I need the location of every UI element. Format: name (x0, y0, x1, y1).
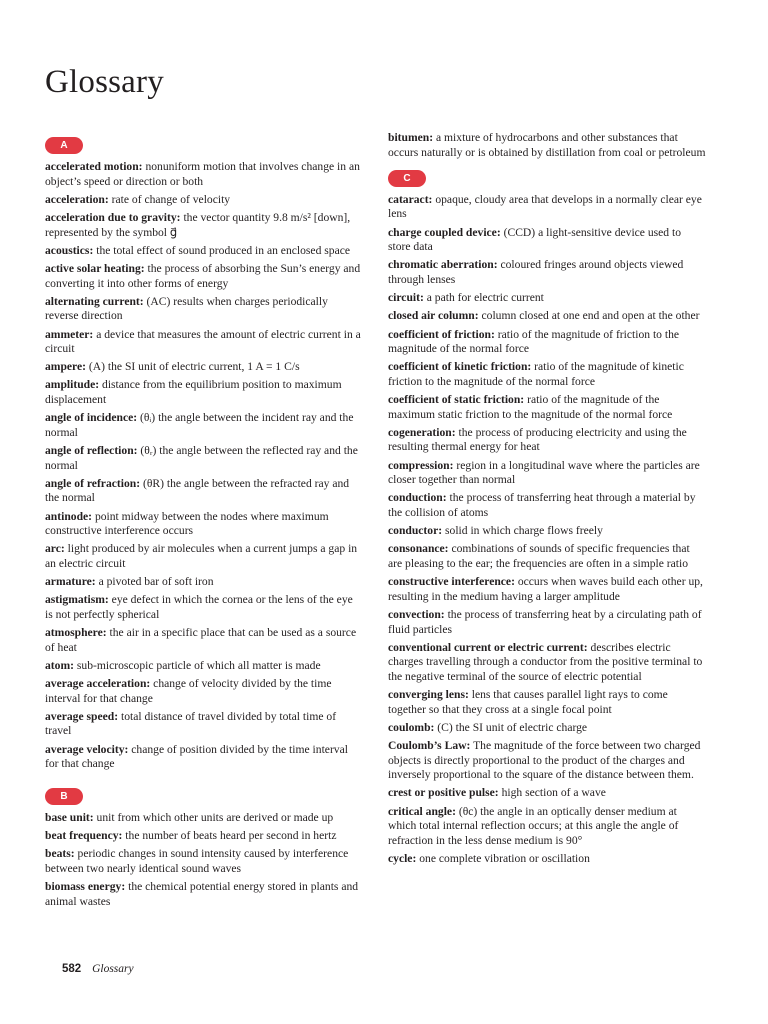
glossary-entry (388, 739, 706, 783)
glossary-definition: ratio of the magnitude of the maximum static friction to the magnitude of the normal force (388, 393, 673, 421)
glossary-term: beats: (45, 847, 75, 861)
glossary-entry (45, 575, 363, 590)
glossary-definition: one complete vibration or oscillation (419, 852, 590, 865)
glossary-entry (388, 309, 706, 324)
glossary-definition: coloured fringes around objects viewed through lenses (388, 258, 684, 286)
glossary-definition: the number of beats heard per second in hertz (125, 829, 337, 843)
glossary-term: active solar heating: (45, 261, 145, 275)
glossary-term: acceleration: (45, 192, 109, 206)
glossary-entry (388, 131, 706, 160)
glossary-definition: opaque, cloudy area that develops in a normally clear eye lens (388, 192, 702, 221)
glossary-term: atmosphere: (45, 626, 107, 640)
glossary-term: accelerated motion: (45, 160, 143, 173)
glossary-entry (45, 444, 363, 473)
section-letter-badge: B (45, 788, 83, 805)
glossary-entry (45, 477, 363, 506)
glossary-entry (388, 459, 706, 488)
glossary-entry (45, 880, 363, 909)
glossary-entry (388, 393, 706, 422)
glossary-entry (45, 593, 363, 622)
glossary-term: conventional current or electric current: (388, 640, 588, 654)
page-footer (62, 963, 134, 975)
glossary-definition: point midway between the nodes where maximum constructive interference occurs (45, 509, 329, 538)
glossary-term: acceleration due to gravity: (45, 210, 181, 224)
glossary-term: coefficient of friction: (388, 327, 495, 341)
glossary-term: cycle: (388, 852, 417, 865)
section-letter-badge: A (45, 137, 83, 154)
glossary-definition: periodic changes in sound intensity caused by interference between two nearly identical sound waves (45, 847, 349, 875)
glossary-term: ampere: (45, 360, 86, 374)
glossary-entry (388, 852, 706, 867)
glossary-definition: sub-microscopic particle of which all matter is made (76, 658, 321, 672)
glossary-entry (45, 378, 363, 407)
glossary-entry (45, 811, 363, 826)
glossary-definition: eye defect in which the cornea or the lens of the eye is not perfectly spherical (45, 593, 353, 621)
glossary-term: cogeneration: (388, 425, 456, 439)
glossary-term: acoustics: (45, 243, 94, 257)
glossary-entry (388, 575, 706, 604)
glossary-term: coefficient of static friction: (388, 393, 525, 407)
glossary-term: antinode: (45, 509, 93, 523)
glossary-entry (388, 291, 706, 306)
glossary-term: convection: (388, 607, 445, 621)
glossary-entry (45, 411, 363, 440)
glossary-term: closed air column: (388, 309, 479, 323)
glossary-term: ammeter: (45, 327, 94, 341)
page-title: Glossary (45, 64, 164, 100)
glossary-definition: combinations of sounds of specific frequencies that are pleasing to the ear; the frequencies are often in a simple ratio (388, 542, 690, 570)
glossary-definition: (AC) results when charges periodically reverse direction (45, 294, 328, 323)
glossary-term: constructive interference: (388, 575, 515, 589)
glossary-definition: (C) the SI unit of electric charge (437, 720, 588, 734)
glossary-definition: (CCD) a light-sensitive device used to store data (388, 225, 682, 254)
glossary-definition: the vector quantity 9.8 m/s² [down], represented by the symbol g⃗ (45, 210, 351, 239)
glossary-entry (388, 786, 706, 801)
glossary-entry (388, 193, 706, 222)
glossary-term: consonance: (388, 542, 449, 556)
glossary-term: charge coupled device: (388, 225, 501, 239)
glossary-entry (388, 226, 706, 255)
glossary-definition: total distance of travel divided by total time of travel (45, 709, 337, 738)
glossary-entry (388, 688, 706, 717)
glossary-definition: the total effect of sound produced in an enclosed space (96, 243, 351, 257)
glossary-entry (388, 542, 706, 571)
entry-list (45, 811, 363, 909)
glossary-definition: the process of transferring heat by a circulating path of fluid particles (388, 607, 702, 636)
glossary-entry (45, 328, 363, 357)
glossary-definition: occurs when waves build each other up, resulting in the medium having a larger amplitude (388, 575, 703, 603)
glossary-term: arc: (45, 542, 65, 556)
glossary-term: atom: (45, 658, 74, 672)
section-a (45, 131, 363, 772)
glossary-term: beat frequency: (45, 829, 123, 843)
glossary-entry (45, 659, 363, 674)
glossary-entry (45, 160, 363, 189)
glossary-definition: rate of change of velocity (111, 192, 231, 206)
glossary-definition: the chemical potential energy stored in plants and animal wastes (45, 880, 359, 908)
glossary-term: alternating current: (45, 294, 144, 308)
footer-label: Glossary (92, 963, 134, 975)
glossary-definition: the process of absorbing the Sun’s energy and converting it into other forms of energy (45, 261, 361, 290)
section-b (45, 782, 363, 909)
glossary-entry (388, 426, 706, 455)
glossary-term: average acceleration: (45, 677, 151, 691)
glossary-definition: (θᵣ) the angle between the reflected ray and the normal (45, 444, 358, 472)
glossary-definition: The magnitude of the force between two charged objects is directly proportional to the product of the charges and inversely proportional to the square of the distance between them. (388, 739, 701, 782)
glossary-entry (45, 295, 363, 324)
glossary-definition: a mixture of hydrocarbons and other substances that occurs naturally or is obtained by distillation from coal or petroleum (388, 131, 706, 159)
glossary-term: angle of incidence: (45, 411, 138, 425)
left-column (45, 131, 363, 913)
glossary-entry (45, 262, 363, 291)
glossary-definition: the process of transferring heat through a material by the collision of atoms (388, 491, 696, 519)
glossary-entry (45, 710, 363, 739)
glossary-term: conduction: (388, 491, 447, 505)
glossary-term: coulomb: (388, 720, 435, 734)
glossary-entry (45, 677, 363, 706)
glossary-entry (45, 360, 363, 375)
glossary-definition: lens that causes parallel light rays to come together so that they cross at a single focal point (388, 688, 668, 716)
glossary-definition: nonuniform motion that involves change in an object’s speed or direction or both (45, 160, 360, 188)
glossary-definition: the air in a specific place that can be used as a source of heat (45, 626, 357, 654)
glossary-definition: describes electric charges travelling through a conductor from the positive terminal to the negative terminal of the source of electric potential (388, 640, 703, 683)
glossary-entry (388, 721, 706, 736)
glossary-definition: (θc) the angle in an optically denser medium at which total internal reflection occurs; at this angle the angle of refraction in the less dense medium is 90° (388, 804, 679, 847)
glossary-entry (388, 608, 706, 637)
glossary-term: armature: (45, 575, 96, 589)
glossary-term: average speed: (45, 709, 119, 723)
page-number: 582 (62, 963, 82, 975)
glossary-term: chromatic aberration: (388, 258, 498, 272)
glossary-definition: (A) the SI unit of electric current, 1 A = 1 C/s (88, 360, 300, 374)
entry-list (45, 160, 363, 772)
glossary-term: astigmatism: (45, 593, 109, 607)
glossary-definition: column closed at one end and open at the other (481, 309, 700, 323)
glossary-entry (45, 211, 363, 240)
right-column (388, 131, 706, 870)
glossary-definition: a path for electric current (426, 291, 544, 305)
glossary-term: circuit: (388, 291, 424, 305)
glossary-definition: ratio of the magnitude of friction to the magnitude of the normal force (388, 327, 680, 356)
glossary-term: Coulomb’s Law: (388, 739, 471, 753)
glossary-entry (388, 258, 706, 287)
glossary-definition: (θR) the angle between the refracted ray and the normal (45, 476, 350, 505)
glossary-entry (45, 847, 363, 876)
glossary-entry (388, 805, 706, 849)
glossary-entry (388, 328, 706, 357)
glossary-definition: light produced by air molecules when a current jumps a gap in an electric circuit (45, 542, 358, 570)
glossary-entry (388, 360, 706, 389)
glossary-definition: solid in which charge flows freely (445, 524, 603, 538)
glossary-term: critical angle: (388, 804, 456, 818)
glossary-entry (45, 626, 363, 655)
glossary-term: angle of reflection: (45, 444, 138, 458)
entry-list (388, 193, 706, 867)
glossary-definition: unit from which other units are derived or made up (96, 810, 334, 824)
glossary-term: biomass energy: (45, 880, 126, 893)
glossary-entry (45, 193, 363, 208)
glossary-term: converging lens: (388, 688, 469, 702)
glossary-definition: a device that measures the amount of electric current in a circuit (45, 327, 361, 356)
glossary-entry (45, 510, 363, 539)
glossary-term: base unit: (45, 810, 94, 824)
section-c (388, 164, 706, 867)
glossary-term: average velocity: (45, 742, 129, 756)
glossary-definition: distance from the equilibrium position to maximum displacement (45, 378, 342, 407)
glossary-definition: change of position divided by the time interval for that change (45, 742, 348, 771)
glossary-entry (388, 641, 706, 685)
section-letter-badge: C (388, 170, 426, 187)
glossary-term: conductor: (388, 524, 443, 538)
glossary-entry (388, 524, 706, 539)
glossary-definition: region in a longitudinal wave where the particles are closer together than normal (388, 458, 700, 487)
glossary-entry (45, 829, 363, 844)
glossary-definition: the process of producing electricity and using the resulting thermal energy for heat (388, 425, 687, 454)
glossary-term: bitumen: (388, 131, 434, 144)
glossary-entry (45, 542, 363, 571)
glossary-term: coefficient of kinetic friction: (388, 360, 532, 374)
glossary-definition: change of velocity divided by the time interval for that change (45, 677, 332, 705)
glossary-entry (388, 491, 706, 520)
glossary-term: amplitude: (45, 378, 100, 392)
glossary-definition: ratio of the magnitude of kinetic friction to the magnitude of the normal force (388, 360, 684, 388)
glossary-term: cataract: (388, 192, 433, 206)
glossary-definition: high section of a wave (501, 786, 606, 800)
glossary-entry (45, 244, 363, 259)
glossary-term: crest or positive pulse: (388, 786, 499, 800)
glossary-term: angle of refraction: (45, 476, 141, 490)
glossary-entry (45, 743, 363, 772)
glossary-definition: (θᵢ) the angle between the incident ray and the normal (45, 411, 354, 439)
glossary-definition: a pivoted bar of soft iron (98, 575, 214, 589)
glossary-term: compression: (388, 458, 454, 472)
